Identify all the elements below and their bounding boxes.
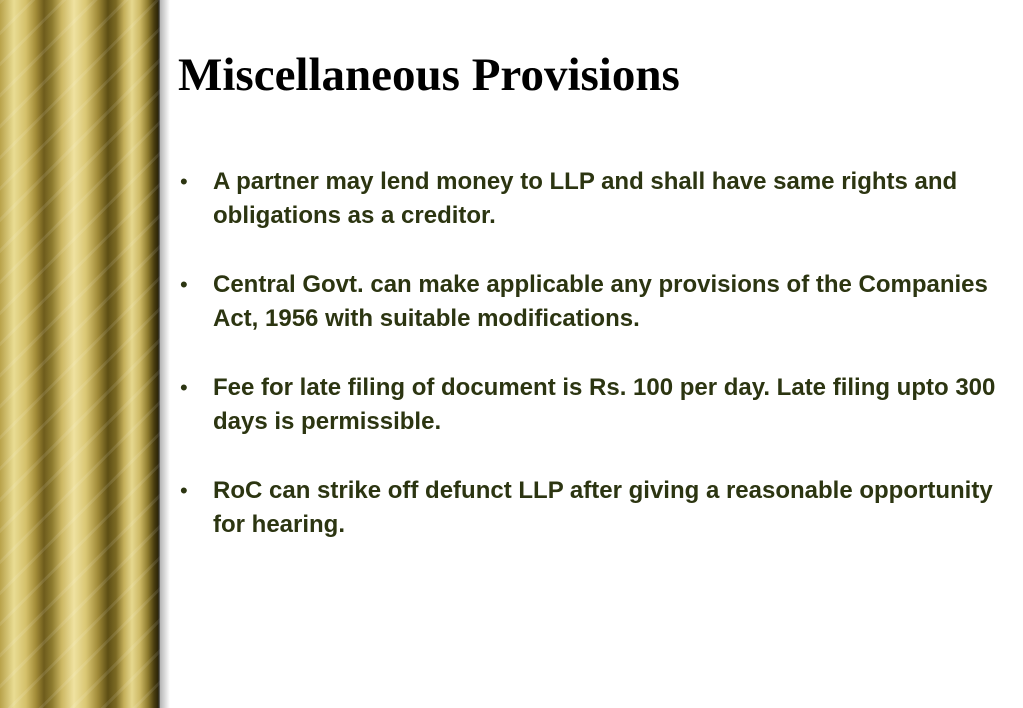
bullet-text: Fee for late filing of document is Rs. 100 per day. Late filing upto 300 days is permissible.: [213, 374, 996, 435]
list-item: [180, 371, 1000, 439]
decorative-column-border: [0, 0, 160, 708]
list-item: [180, 474, 1000, 542]
bullet-text: RoC can strike off defunct LLP after giving a reasonable opportunity for hearing.: [213, 477, 993, 538]
bullet-list: [180, 165, 1000, 577]
list-item: [180, 165, 1000, 233]
slide-title: Miscellaneous Provisions: [178, 49, 680, 101]
list-item: [180, 268, 1000, 336]
bullet-icon: •: [180, 169, 188, 194]
bullet-icon: •: [180, 478, 188, 503]
bullet-text: A partner may lend money to LLP and shall have same rights and obligations as a creditor.: [213, 168, 958, 229]
bullet-icon: •: [180, 272, 188, 297]
bullet-icon: •: [180, 375, 188, 400]
bullet-text: Central Govt. can make applicable any provisions of the Companies Act, 1956 with suitable modifications.: [213, 271, 988, 332]
column-shadow: [158, 0, 170, 708]
